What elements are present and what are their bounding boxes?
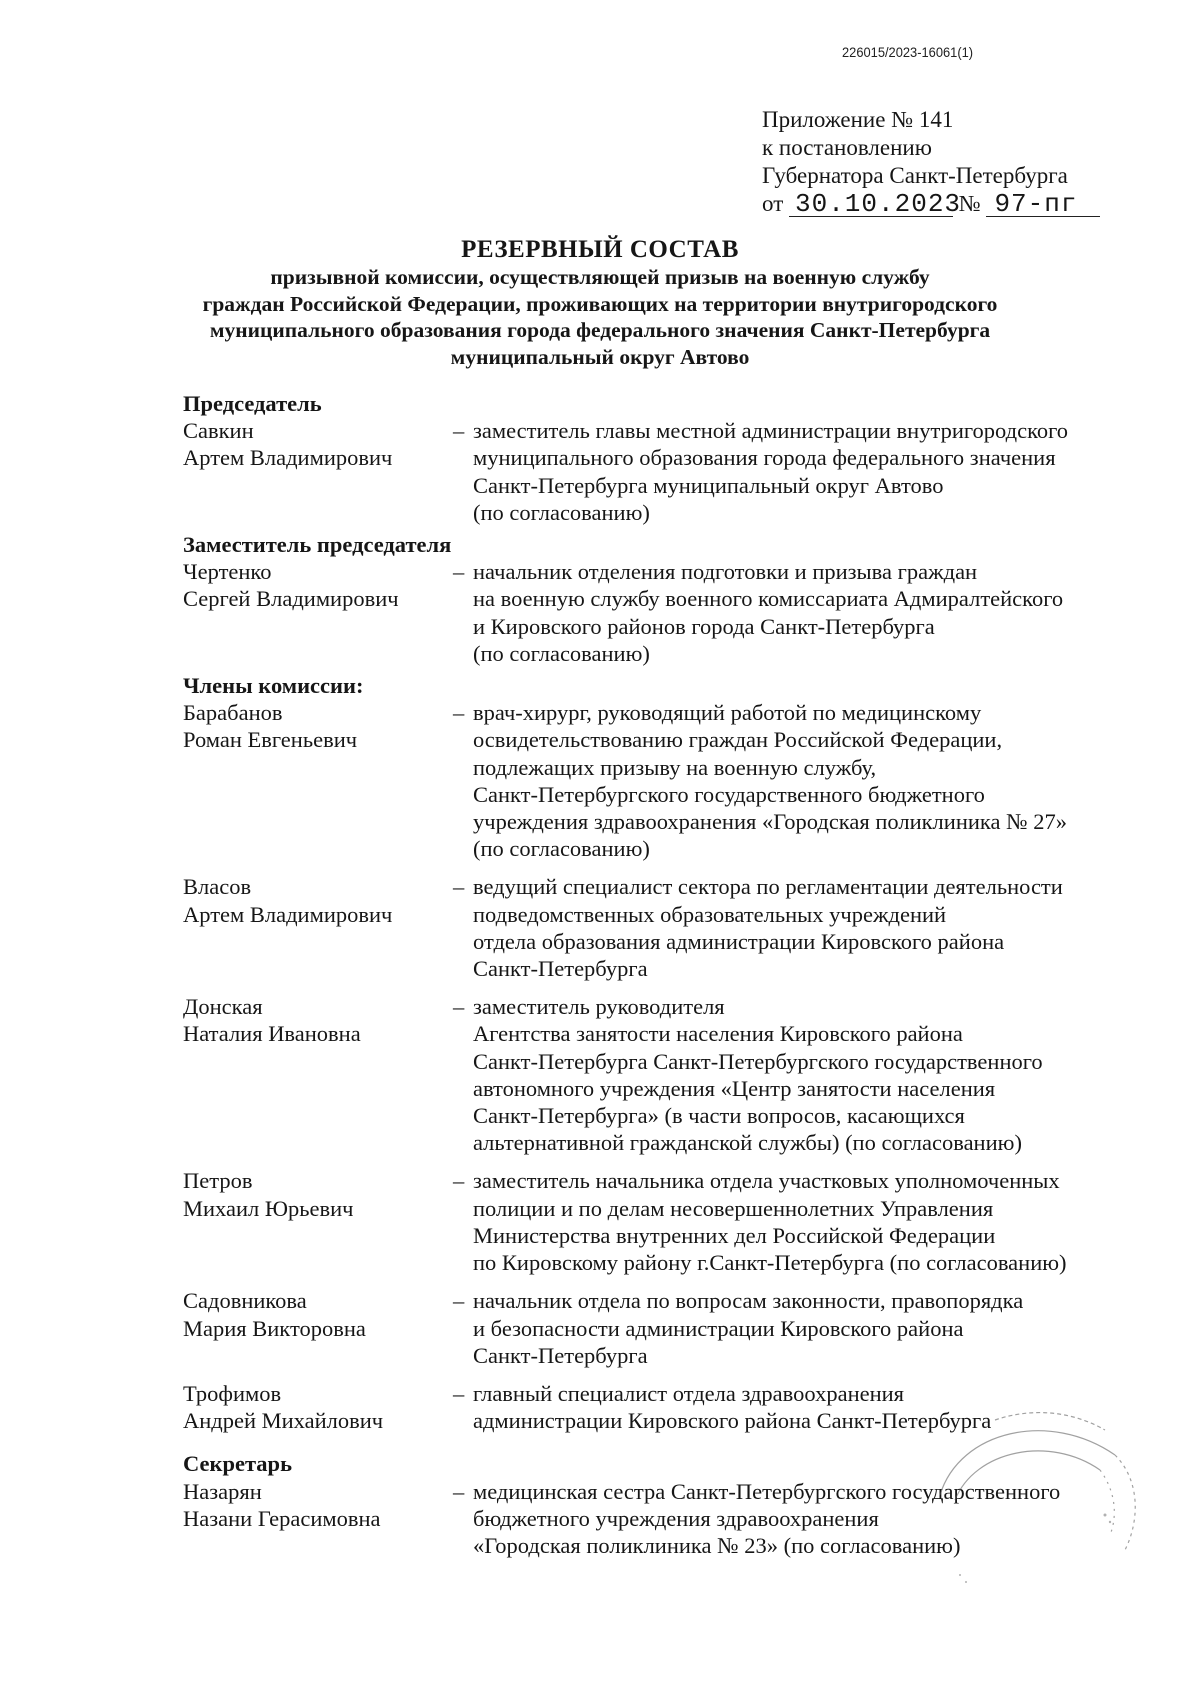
member-entry bbox=[183, 1380, 1143, 1434]
member-position bbox=[473, 558, 1063, 667]
dash-separator: – bbox=[453, 1478, 465, 1504]
position-line: Санкт-Петербурга» (в части вопросов, касающихся bbox=[473, 1103, 965, 1129]
dash-separator: – bbox=[453, 1168, 465, 1194]
appendix-number: Приложение № 141 bbox=[762, 107, 954, 132]
position-line: заместитель руководителя bbox=[473, 994, 725, 1020]
position-line: Санкт-Петербурга Санкт-Петербургского государственного bbox=[473, 1048, 1043, 1074]
member-entry bbox=[183, 1478, 1143, 1560]
member-name bbox=[183, 1380, 453, 1434]
member-given-names: Андрей Михайлович bbox=[183, 1408, 384, 1434]
position-line: альтернативной гражданской службы) (по согласованию) bbox=[473, 1130, 1022, 1156]
position-line: ведущий специалист сектора по регламентации деятельности bbox=[473, 874, 1063, 900]
resolution-date: 30.10.2023 bbox=[789, 192, 953, 217]
member-surname: Власов bbox=[183, 874, 252, 900]
member-surname: Назарян bbox=[183, 1478, 262, 1504]
member-position bbox=[473, 1478, 1060, 1560]
member-given-names: Артем Владимирович bbox=[183, 901, 393, 927]
position-line: врач-хирург, руководящий работой по медицинскому bbox=[473, 700, 982, 726]
member-name bbox=[183, 993, 453, 1156]
member-surname: Петров bbox=[183, 1168, 253, 1194]
subtitle-line: призывной комиссии, осуществляющей призыв на военную службу bbox=[270, 265, 930, 289]
section-heading-secretary: Секретарь bbox=[183, 1451, 292, 1477]
member-surname: Барабанов bbox=[183, 700, 283, 726]
dash-separator: – bbox=[453, 874, 465, 900]
position-line: заместитель начальника отдела участковых уполномоченных bbox=[473, 1168, 1060, 1194]
section-heading-members: Члены комиссии: bbox=[183, 673, 364, 699]
member-entry bbox=[183, 1167, 1143, 1276]
dash-separator: – bbox=[453, 700, 465, 726]
position-line: заместитель главы местной администрации внутригородского bbox=[473, 418, 1069, 444]
document-title: РЕЗЕРВНЫЙ СОСТАВ bbox=[461, 236, 739, 263]
position-line: автономного учреждения «Центр занятости населения bbox=[473, 1075, 996, 1101]
subtitle-line: муниципального образования города федерального значения Санкт-Петербурга bbox=[209, 318, 991, 342]
number-label: № bbox=[958, 191, 981, 216]
appendix-block bbox=[762, 106, 1100, 218]
member-name bbox=[183, 699, 453, 862]
member-position bbox=[473, 1380, 991, 1434]
dash-separator: – bbox=[453, 1380, 465, 1406]
member-name bbox=[183, 1167, 453, 1276]
member-given-names: Роман Евгеньевич bbox=[183, 727, 358, 753]
position-line: по Кировскому району г.Санкт-Петербурга (по согласованию) bbox=[473, 1250, 1067, 1276]
dash-separator: – bbox=[453, 559, 465, 585]
member-surname: Чертенко bbox=[183, 559, 272, 585]
position-line: администрации Кировского района Санкт-Петербурга bbox=[473, 1408, 992, 1434]
member-entry bbox=[183, 699, 1143, 862]
position-line: Агентства занятости населения Кировского района bbox=[473, 1021, 963, 1047]
position-line: медицинская сестра Санкт-Петербургского государственного bbox=[473, 1478, 1061, 1504]
subtitle-line: муниципальный округ Автово bbox=[450, 344, 750, 369]
position-line: начальник отделения подготовки и призыва граждан bbox=[473, 559, 978, 585]
member-position bbox=[473, 417, 1068, 526]
position-line: отдела образования администрации Кировского района bbox=[473, 928, 1005, 954]
member-given-names: Наталия Ивановна bbox=[183, 1021, 361, 1047]
member-position bbox=[473, 699, 1067, 862]
position-line: (по согласованию) bbox=[473, 836, 650, 862]
from-label: от bbox=[762, 191, 784, 216]
position-line: подведомственных образовательных учреждений bbox=[473, 901, 947, 927]
member-given-names: Сергей Владимирович bbox=[183, 586, 399, 612]
member-name bbox=[183, 1478, 453, 1560]
appendix-date-line bbox=[762, 190, 1100, 218]
member-given-names: Назани Герасимовна bbox=[183, 1505, 381, 1531]
member-surname: Донская bbox=[183, 994, 263, 1020]
section-heading-deputy: Заместитель председателя bbox=[183, 532, 452, 558]
position-line: Санкт-Петербурга bbox=[473, 1342, 648, 1368]
member-given-names: Мария Викторовна bbox=[183, 1315, 366, 1341]
member-entry bbox=[183, 873, 1143, 982]
appendix-resolution-ref: к постановлению bbox=[762, 135, 932, 160]
member-surname: Савкин bbox=[183, 418, 254, 444]
member-given-names: Артем Владимирович bbox=[183, 445, 393, 471]
position-line: подлежащих призыву на военную службу, bbox=[473, 754, 877, 780]
position-line: и безопасности администрации Кировского района bbox=[473, 1315, 964, 1341]
member-name bbox=[183, 558, 453, 667]
appendix-governor: Губернатора Санкт-Петербурга bbox=[762, 163, 1068, 188]
position-line: Санкт-Петербургского государственного бюджетного bbox=[473, 781, 985, 807]
member-entry bbox=[183, 417, 1143, 526]
member-name bbox=[183, 873, 453, 982]
document-subtitle bbox=[0, 264, 1200, 370]
position-line: на военную службу военного комиссариата Адмиралтейского bbox=[473, 586, 1064, 612]
member-name bbox=[183, 417, 453, 526]
position-line: учреждения здравоохранения «Городская поликлиника № 27» bbox=[473, 809, 1067, 835]
position-line: начальник отдела по вопросам законности, правопорядка bbox=[473, 1288, 1024, 1314]
member-name bbox=[183, 1287, 453, 1369]
position-line: Министерства внутренних дел Российской Федерации bbox=[473, 1222, 996, 1248]
member-entry bbox=[183, 1287, 1143, 1369]
dash-separator: – bbox=[453, 994, 465, 1020]
commission-roster bbox=[183, 390, 1143, 1559]
position-line: (по согласованию) bbox=[473, 640, 650, 666]
member-position bbox=[473, 993, 1043, 1156]
subtitle-line: граждан Российской Федерации, проживающих на территории внутригородского bbox=[202, 291, 998, 316]
member-given-names: Михаил Юрьевич bbox=[183, 1195, 354, 1221]
registration-number: 226015/2023-16061(1) bbox=[842, 44, 974, 60]
position-line: муниципального образования города федерального значения bbox=[473, 445, 1056, 471]
position-line: бюджетного учреждения здравоохранения bbox=[473, 1505, 879, 1531]
position-line: и Кировского районов города Санкт-Петербурга bbox=[473, 613, 935, 639]
position-line: освидетельствованию граждан Российской Федерации, bbox=[473, 727, 1003, 753]
position-line: главный специалист отдела здравоохранения bbox=[473, 1380, 905, 1406]
position-line: (по согласованию) bbox=[473, 499, 650, 525]
member-surname: Трофимов bbox=[183, 1380, 282, 1406]
position-line: Санкт-Петербурга bbox=[473, 956, 648, 982]
dash-separator: – bbox=[453, 418, 465, 444]
position-line: Санкт-Петербурга муниципальный округ Автово bbox=[473, 472, 944, 498]
dash-separator: – bbox=[453, 1288, 465, 1314]
member-surname: Садовникова bbox=[183, 1288, 307, 1314]
resolution-number: 97-пг bbox=[986, 192, 1100, 217]
section-heading-chairman: Председатель bbox=[183, 391, 322, 416]
member-position bbox=[473, 1287, 1023, 1369]
position-line: «Городская поликлиника № 23» (по согласованию) bbox=[473, 1532, 961, 1558]
position-line: полиции и по делам несовершеннолетних Управления bbox=[473, 1195, 994, 1221]
member-entry bbox=[183, 558, 1143, 667]
member-position bbox=[473, 1167, 1067, 1276]
member-position bbox=[473, 873, 1063, 982]
member-entry bbox=[183, 993, 1143, 1156]
